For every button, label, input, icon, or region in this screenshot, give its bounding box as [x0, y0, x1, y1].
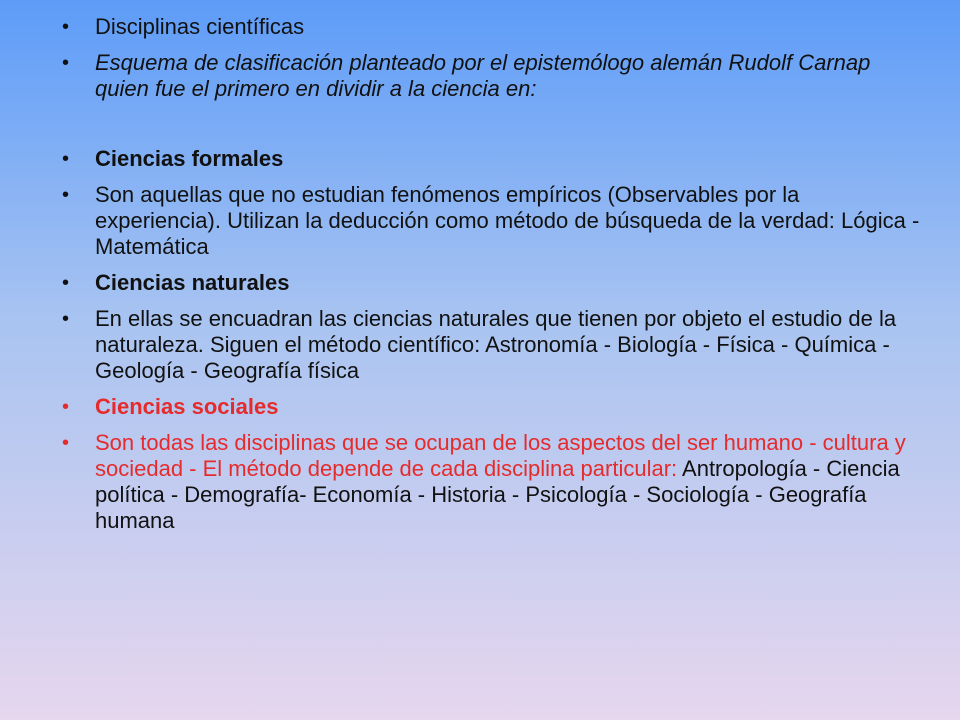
section-heading: Ciencias sociales — [95, 394, 279, 419]
bullet-item — [60, 50, 920, 102]
item-text: Son aquellas que no estudian fenómenos empíricos (Observables por la experiencia). Utilizan la deducción como método de búsqueda de la verdad: Lógica - Matemática — [95, 182, 920, 259]
bullet-icon: • — [62, 52, 70, 74]
bullet-icon: • — [62, 432, 70, 454]
bullet-icon: • — [62, 184, 70, 206]
bullet-icon: • — [62, 396, 70, 418]
bullet-icon: • — [62, 308, 70, 330]
item-text: En ellas se encuadran las ciencias naturales que tienen por objeto el estudio de la naturaleza. Siguen el método científico: Astronomía - Biología - Física - Química - Geología - Geografía física — [95, 306, 897, 383]
item-text-red: Son todas las disciplinas que se ocupan de los aspectos del ser humano - cultura y sociedad - El método depende de cada disciplina particular: — [95, 430, 906, 481]
bullet-icon: • — [62, 16, 70, 38]
bullet-icon: • — [62, 148, 70, 170]
bullet-item — [60, 182, 920, 260]
bullet-item — [60, 394, 920, 420]
item-text: Antropología - Ciencia política - Demografía- Economía - Historia - Psicología - Sociología - Geografía humana — [95, 456, 900, 533]
item-text: Disciplinas científicas — [95, 14, 305, 39]
bullet-item — [60, 306, 920, 384]
bullet-item — [60, 14, 920, 40]
bullet-icon: • — [62, 272, 70, 294]
bullet-list — [60, 14, 920, 544]
item-text: Esquema de clasificación planteado por el epistemólogo alemán Rudolf Carnap quien fue el primero en dividir a la ciencia en: — [95, 50, 871, 101]
section-heading: Ciencias formales — [95, 146, 284, 171]
bullet-item — [60, 270, 920, 296]
bullet-item — [60, 430, 920, 534]
bullet-item — [60, 146, 920, 172]
section-heading: Ciencias naturales — [95, 270, 290, 295]
